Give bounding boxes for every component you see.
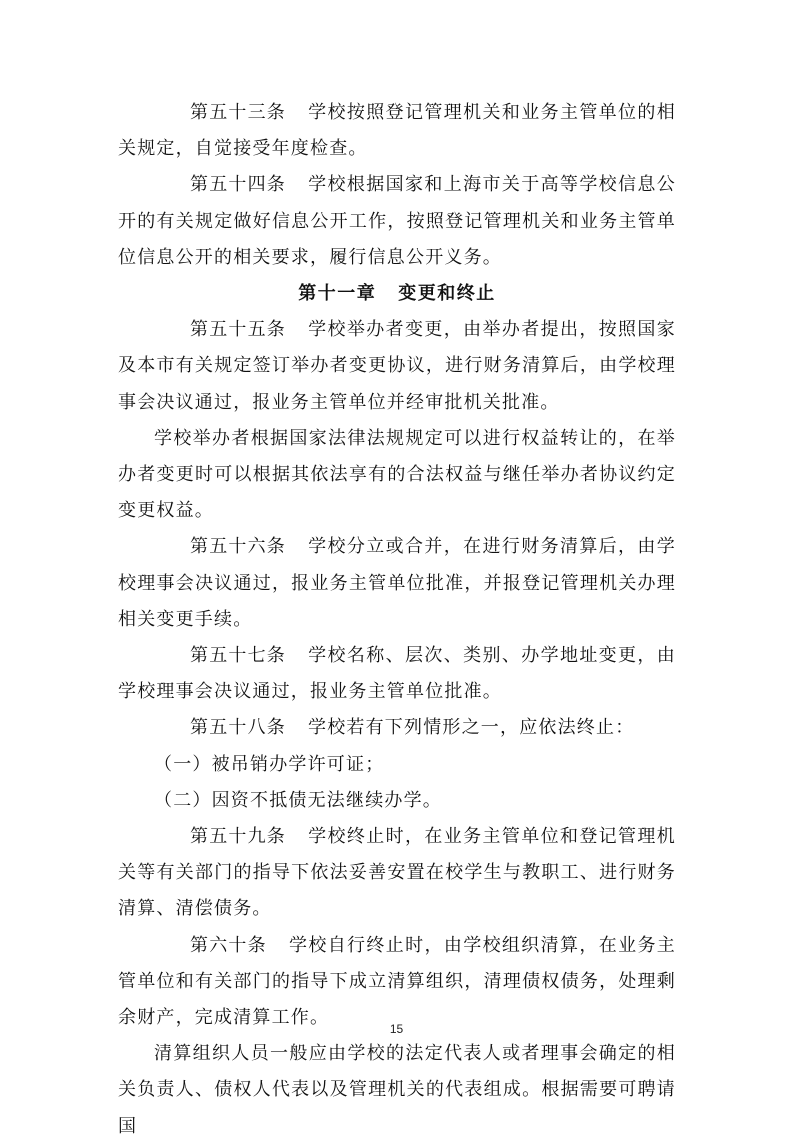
paragraph-text: 学校举办者根据国家法律法规规定可以进行权益转让的，在举办者变更时可以根据其依法享有的合法权益与继任举办者协议约定变更权益。 xyxy=(118,427,676,522)
article-60 xyxy=(118,928,676,1037)
article-number: 第六十条 xyxy=(190,934,267,956)
article-text: 学校分立或合并，在进行财务清算后，由学校理事会决议通过，报业务主管单位批准，并报登记管理机关办理相关变更手续。 xyxy=(118,536,676,630)
article-54 xyxy=(118,167,676,276)
article-text: 学校按照登记管理机关和业务主管单位的相关规定，自觉接受年度检查。 xyxy=(118,102,676,160)
article-number: 第五十七条 xyxy=(190,645,286,667)
article-number: 第五十九条 xyxy=(190,826,286,848)
article-number: 第五十八条 xyxy=(190,717,286,739)
article-number: 第五十四条 xyxy=(190,174,286,196)
article-number: 第五十三条 xyxy=(190,102,286,123)
paragraph-text: 清算组织人员一般应由学校的法定代表人或者理事会确定的相关负责人、债权人代表以及管理机关的代表组成。根据需要可聘请国 xyxy=(118,1043,676,1137)
article-56 xyxy=(118,529,676,638)
article-text: 学校若有下列情形之一，应依法终止： xyxy=(308,717,635,739)
article-text: 学校根据国家和上海市关于高等学校信息公开的有关规定做好信息公开工作，按照登记管理机关和业务主管单位信息公开的相关要求，履行信息公开义务。 xyxy=(118,174,676,268)
article-text: 学校终止时，在业务主管单位和登记管理机关等有关部门的指导下依法妥善安置在校学生与教职工、进行财务清算、清偿债务。 xyxy=(118,826,676,920)
article-text: 学校自行终止时，由学校组织清算，在业务主管单位和有关部门的指导下成立清算组织，清理债权债务，处理剩余财产，完成清算工作。 xyxy=(118,934,676,1029)
article-57 xyxy=(118,638,676,710)
article-text: 学校名称、层次、类别、办学地址变更，由学校理事会决议通过，报业务主管单位批准。 xyxy=(118,645,676,703)
article-55 xyxy=(118,312,676,421)
article-number: 第五十六条 xyxy=(190,536,286,558)
article-58 xyxy=(118,710,676,746)
paragraph xyxy=(118,421,676,530)
chapter-heading xyxy=(118,276,676,312)
page-number: 15 xyxy=(389,1022,404,1036)
list-item-text: （一）被吊销办学许可证； xyxy=(154,753,385,775)
list-item-text: （二）因资不抵债无法继续办学。 xyxy=(154,789,442,811)
document-body xyxy=(118,95,676,1145)
paragraph xyxy=(118,1036,676,1145)
article-59 xyxy=(118,819,676,928)
article-number: 第五十五条 xyxy=(190,319,286,341)
list-item xyxy=(118,783,676,819)
list-item xyxy=(118,747,676,783)
article-53 xyxy=(118,95,676,167)
chapter-title: 变更和终止 xyxy=(398,283,496,305)
article-text: 学校举办者变更，由举办者提出，按照国家及本市有关规定签订举办者变更协议，进行财务清算后，由学校理事会决议通过，报业务主管单位并经审批机关批准。 xyxy=(118,319,676,413)
chapter-number: 第十一章 xyxy=(298,283,377,305)
